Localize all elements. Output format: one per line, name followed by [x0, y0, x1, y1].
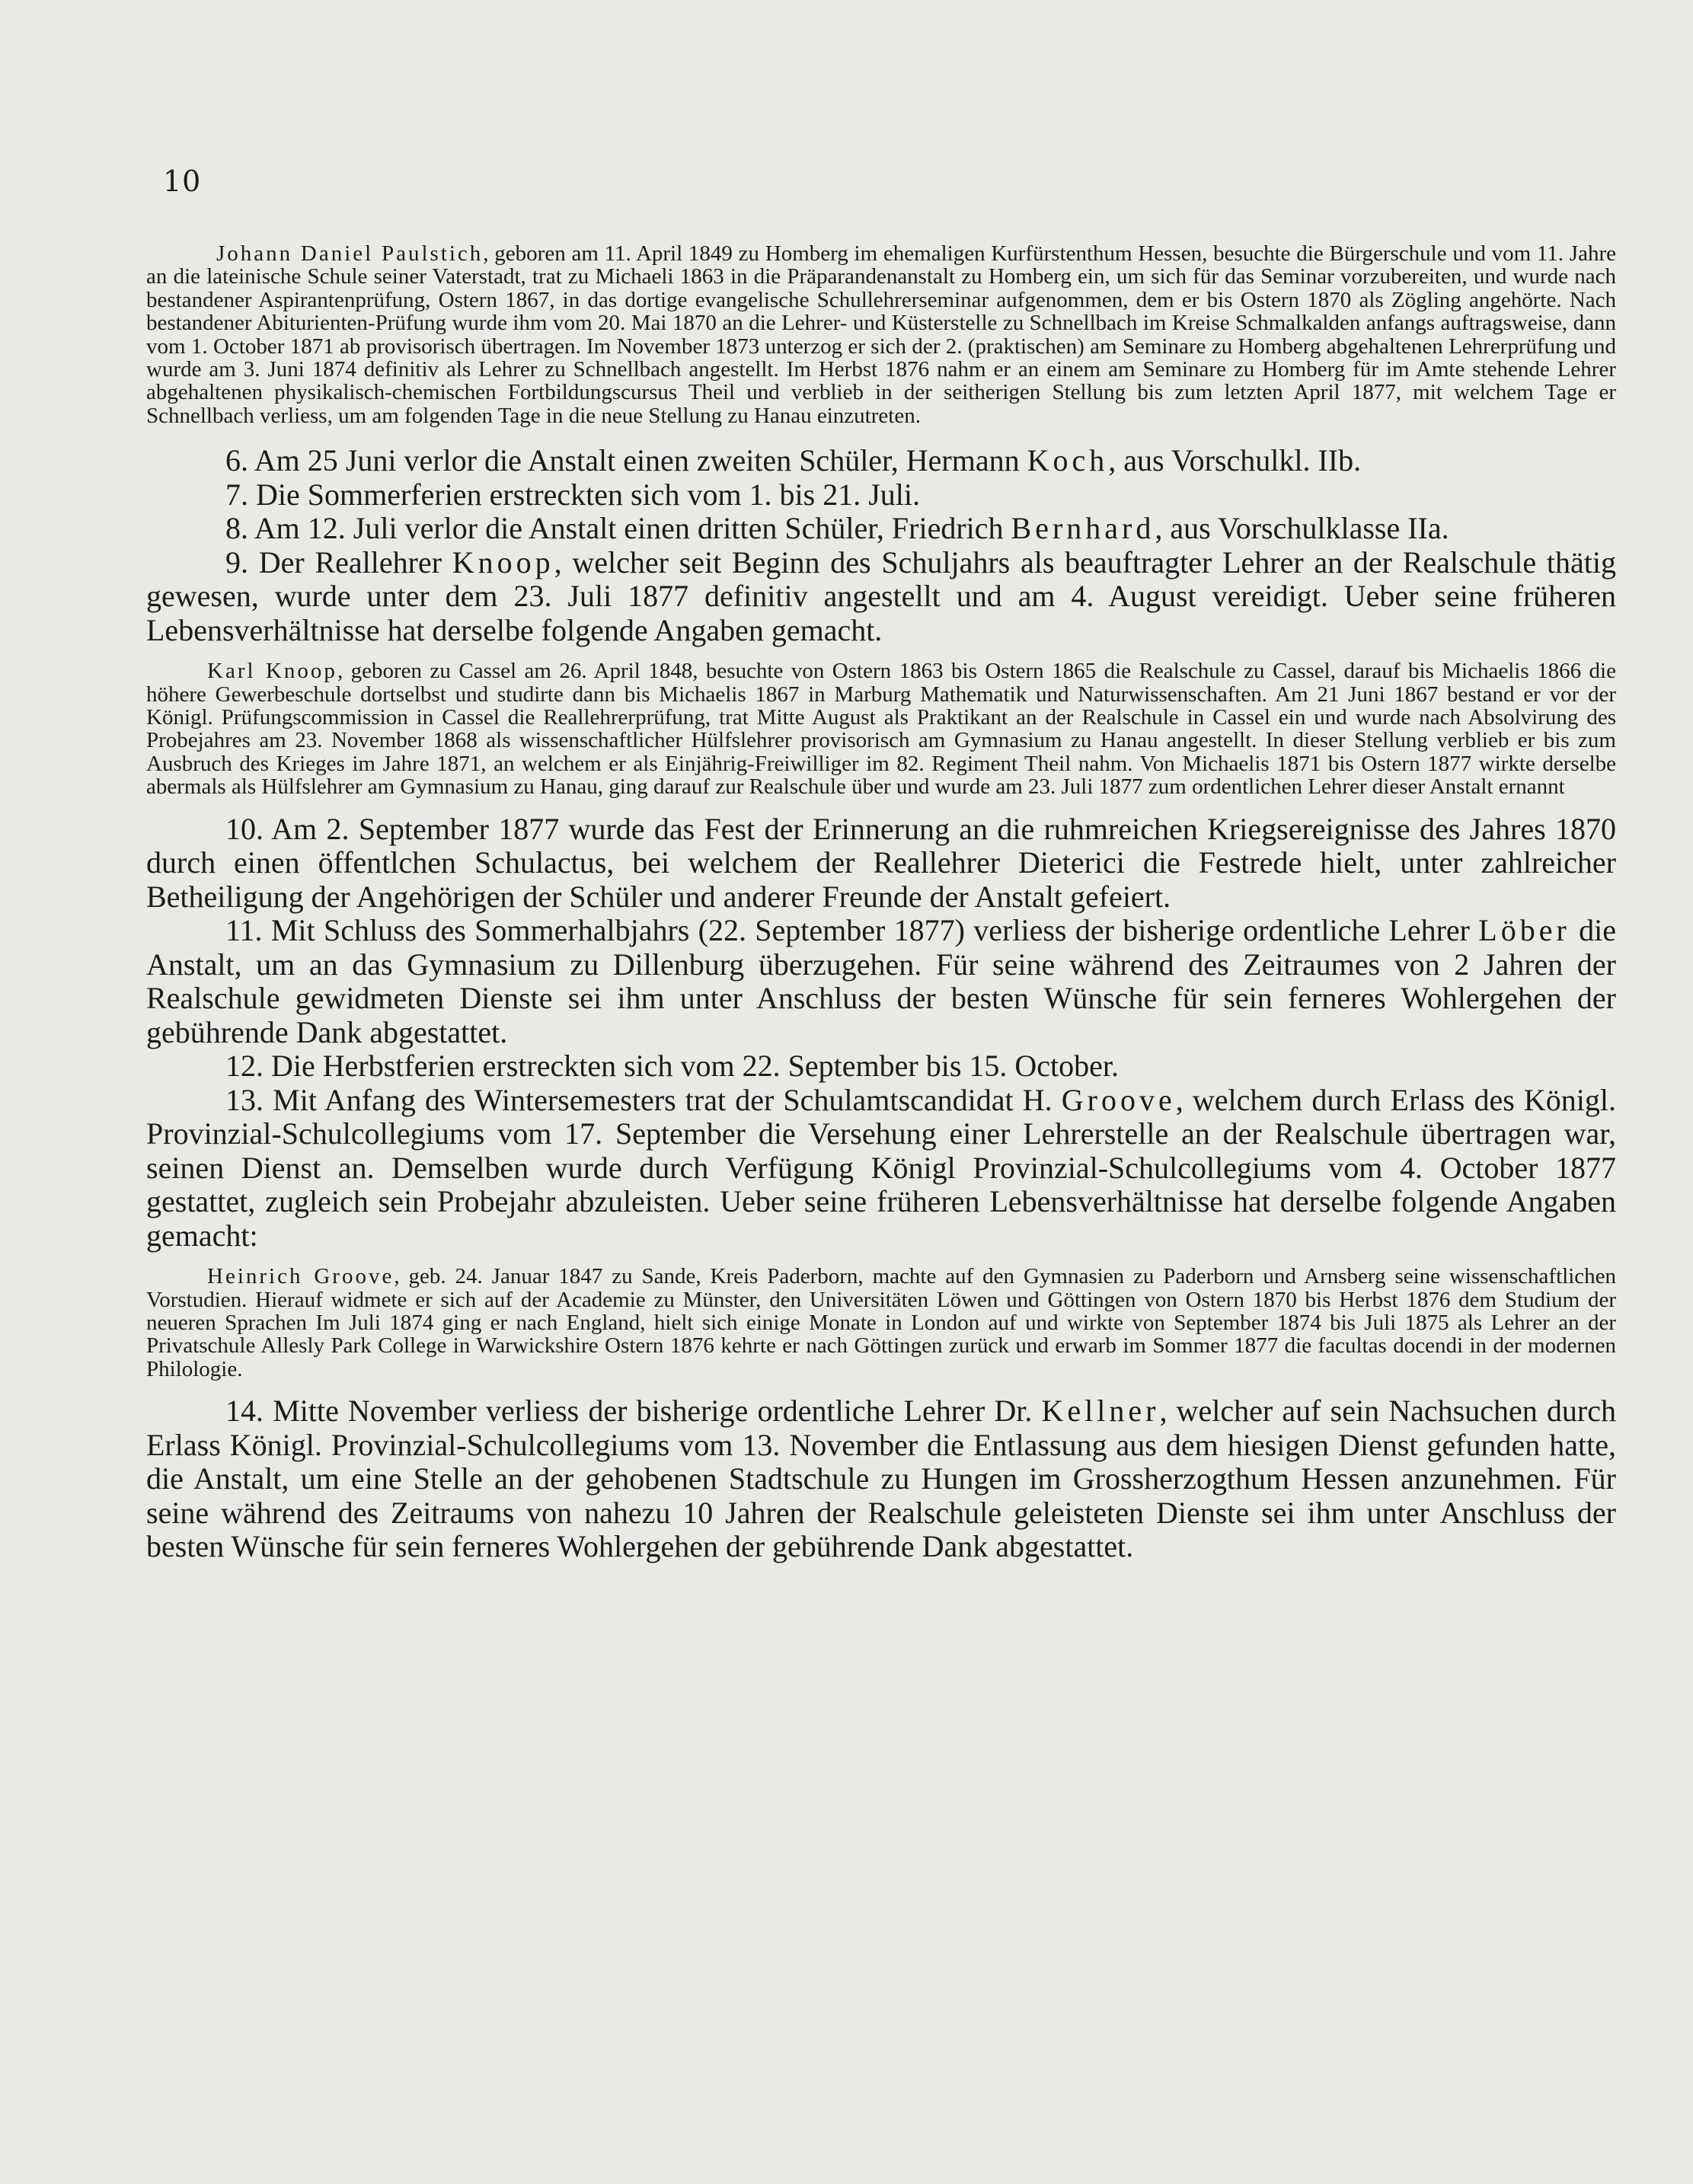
item-number: 12.	[225, 1049, 264, 1084]
item-8: 8. Am 12. Juli verlor die Anstalt einen dritten Schüler, Friedrich Bernhard, aus Vorschulklasse IIa.	[146, 512, 1616, 546]
biography-knoop	[146, 656, 1616, 812]
biography-paulstich	[146, 242, 1616, 427]
item-11: 11. Mit Schluss des Sommerhalbjahrs (22. September 1877) verliess der bisherige ordentliche Lehrer Löber die Anstalt, um an das Gymnasium zu Dillenburg überzugehen. Für seine während des Zeitraumes von 2 Jahren der Realschule gewidmeten Dienste sei ihm unter Anschluss der besten Wünsche für sein ferneres Wohlergehen der gebührende Dank abgestattet.	[146, 913, 1616, 1049]
item-number: 6.	[225, 443, 248, 478]
person-name: Groove	[1061, 1082, 1176, 1117]
person-name: Koch	[1027, 443, 1109, 478]
biography-text: , geboren zu Cassel am 26. April 1848, besuchte von Ostern 1863 bis Ostern 1865 die Realschule zu Cassel, darauf bis Michaelis 1866 die höhere Gewerbeschule dortselbst und studirte dann bis Michaelis 1867 in Marburg Mathematik und Naturwissenschaften. Am 21 Juni 1867 bestand er vor der Königl. Prüfungscommission in Cassel die Reallehrerprüfung, trat Mitte August als Praktikant an der Realschule in Cassel ein und wurde nach Absolvirung des Probejahres am 23. November 1868 als wissenschaftlicher Hülfslehrer provisorisch am Gymnasium zu Hanau angestellt. In dieser Stellung verblieb er bis zum Ausbruch des Krieges im Jahre 1871, an welchem er als Einjährig-Freiwilliger im 82. Regiment Theil nahm. Von Michaelis 1871 bis Ostern 1877 wirkte derselbe abermals als Hülfslehrer am Gymnasium zu Hanau, ging darauf zur Realschule über und wurde am 23. Juli 1877 zum ordentlichen Lehrer dieser Anstalt ernannt	[146, 659, 1616, 800]
item-7: 7. Die Sommerferien erstreckten sich vom 1. bis 21. Juli.	[146, 478, 1616, 512]
person-name: Bernhard	[1011, 511, 1155, 546]
page-content	[146, 242, 1616, 1564]
person-name: Karl Knoop	[207, 659, 337, 684]
person-name: Knoop	[452, 544, 554, 580]
item-12: 12. Die Herbstferien erstreckten sich vom 22. September bis 15. October.	[146, 1049, 1616, 1084]
item-13: 13. Mit Anfang des Wintersemesters trat der Schulamtscandidat H. Groove, welchem durch Erlass des Königl. Provinzial-Schulcollegiums vom 17. September die Versehung einer Lehrerstelle an der Realschule übertragen war, seinen Dienst an. Demselben wurde durch Verfügung Königl Provinzial-Schulcollegiums vom 4. October 1877 gestattet, zugleich sein Probejahr abzuleisten. Ueber seine früheren Lebensverhältnisse hat derselbe folgende Angaben gemacht:	[146, 1082, 1617, 1253]
item-14: 14. Mitte November verliess der bisherige ordentliche Lehrer Dr. Kellner, welcher auf sein Nachsuchen durch Erlass Königl. Provinzial-Schulcollegiums vom 13. November die Entlassung aus dem hiesigen Dienst gefunden hatte, die Anstalt, um eine Stelle an der gehobenen Stadtschule zu Hungen im Grossherzogthum Hessen anzunehmen. Für seine während des Zeitraums von nahezu 10 Jahren der Realschule geleisteten Dienste sei ihm unter Anschluss der besten Wünsche für sein ferneres Wohlergehen der gebührende Dank abgestattet.	[146, 1394, 1617, 1564]
item-number: 11.	[225, 913, 263, 948]
person-name: Heinrich Groove	[207, 1264, 395, 1289]
biography-text: , geb. 24. Januar 1847 zu Sande, Kreis Paderborn, machte auf den Gymnasien zu Paderborn und Arnsberg seine wissenschaftlichen Vorstudien. Hierauf widmete er sich auf der Academie zu Münster, den Universitäten Löwen und Göttingen von Ostern 1870 bis Herbst 1876 dem Studium der neueren Sprachen Im Juli 1874 ging er nach England, hielt sich einige Monate in London auf und wirkte von September 1874 bis Juli 1875 als Lehrer an der Privatschule Allesly Park College in Warwickshire Ostern 1876 kehrte er nach Göttingen zurück und erwarb im Sommer 1877 die facultas docendi in der modernen Philologie.	[146, 1264, 1616, 1381]
item-number: 14.	[225, 1394, 264, 1429]
item-number: 7.	[225, 477, 248, 512]
item-9: 9. Der Reallehrer Knoop, welcher seit Beginn des Schuljahrs als beauftragter Lehrer an der Realschule thätig gewesen, wurde unter dem 23. Juli 1877 definitiv angestellt und am 4. August vereidigt. Ueber seine früheren Lebensverhältnisse hat derselbe folgende Angaben gemacht.	[146, 544, 1617, 647]
person-name: Kellner	[1041, 1394, 1160, 1429]
item-10: 10. Am 2. September 1877 wurde das Fest der Erinnerung an die ruhmreichen Kriegsereignisse des Jahres 1870 durch einen öffentlchen Schulactus, bei welchem der Reallehrer Dieterici die Festrede hielt, unter zahlreicher Betheiligung der Angehörigen der Schüler und anderer Freunde der Anstalt gefeiert.	[146, 811, 1616, 914]
page-number: 10	[163, 164, 202, 198]
person-name: Johann Daniel Paulstich	[216, 241, 484, 266]
biography-text: , geboren am 11. April 1849 zu Homberg im ehemaligen Kurfürstenthum Hessen, besuchte die Bürgerschule und vom 11. Jahre an die lateinische Schule seiner Vaterstadt, trat zu Michaeli 1863 in die Präparandenanstalt zu Homberg ein, um sich für das Seminar vorzubereiten, und wurde nach bestandener Aspirantenprüfung, Ostern 1867, in das dortige evangelische Schullehrerseminar aufgenommen, dem er bis Ostern 1870 als Zögling angehörte. Nach bestandener Abiturienten-Prüfung wurde ihm vom 20. Mai 1870 an die Lehrer- und Küsterstelle zu Schnellbach im Kreise Schmalkalden anfangs auftragsweise, dann vom 1. October 1871 ab provisorisch übertragen. Im November 1873 unterzog er sich der 2. (praktischen) am Seminare zu Homberg abgehaltenen Lehrerprüfung und wurde am 3. Juni 1874 definitiv als Lehrer zu Schnellbach angestellt. Im Herbst 1876 nahm er an einem am Seminare zu Homberg für im Amte stehende Lehrer abgehaltenen physikalisch-chemischen Fortbildungscursus Theil und verblieb in der seitherigen Stellung bis zum letzten April 1877, mit welchem Tage er Schnellbach verliess, um am folgenden Tage in die neue Stellung zu Hanau einzutreten.	[146, 241, 1616, 428]
person-name: Löber	[1478, 913, 1570, 948]
item-number: 8.	[225, 511, 248, 546]
item-number: 9.	[225, 544, 248, 580]
item-number: 13.	[225, 1082, 264, 1117]
item-number: 10.	[225, 811, 264, 846]
biography-groove	[146, 1262, 1616, 1394]
item-6: 6. Am 25 Juni verlor die Anstalt einen zweiten Schüler, Hermann Koch, aus Vorschulkl. IIb.	[146, 444, 1616, 478]
